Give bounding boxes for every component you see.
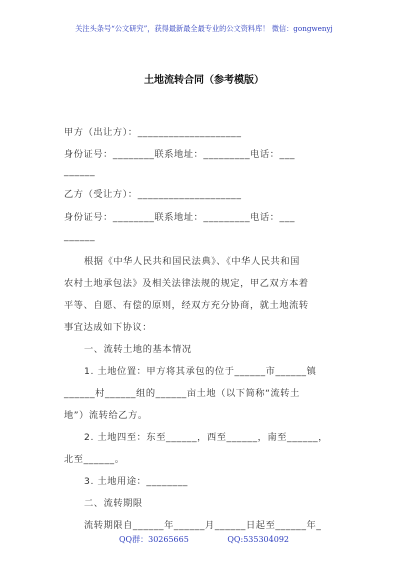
preamble-line-2: 农村土地承包法》及相关法律法规的规定，甲乙双方本着 xyxy=(64,278,309,289)
party-b-contact-line: 身份证号：________联系地址：_________电话：___ xyxy=(64,212,296,223)
clause-1-line-1: 1. 土地位置：甲方将其承包的位于______市______镇 xyxy=(84,366,317,377)
preamble-line-4: 事宜达成如下协议： xyxy=(64,322,153,333)
footer-qq-group: QQ群：30265665 xyxy=(118,535,189,544)
party-a-contact-cont: ______ xyxy=(64,166,96,177)
header-banner: 关注头条号“公文研究”，获得最新最全最专业的公文资料库！ 微信：gongwenyj xyxy=(75,24,333,33)
clause-3-line: 3. 土地用途：________ xyxy=(84,476,188,487)
clause-2-line-2: 北至______。 xyxy=(64,454,125,465)
term-line: 流转期限自______年______月______日起至______年_ xyxy=(84,520,322,531)
preamble-line-1: 根据《中华人民共和国民法典》、《中华人民共和国 xyxy=(84,256,300,267)
party-b-contact-cont: ______ xyxy=(64,231,96,242)
clause-1-line-3: 地”）流转给乙方。 xyxy=(64,410,148,421)
section-1-heading: 一、流转土地的基本情况 xyxy=(84,344,192,355)
party-a-line: 甲方（出让方）：____________________ xyxy=(64,127,242,138)
clause-1-line-2: ______村______组的______亩土地（以下简称“流转土 xyxy=(64,388,300,399)
party-b-line: 乙方（受让方）：____________________ xyxy=(64,189,242,200)
document-title: 土地流转合同（参考模版） xyxy=(144,75,264,86)
section-2-heading: 二、流转期限 xyxy=(84,498,143,509)
footer-qq-contact: QQ:535304092 xyxy=(227,535,289,544)
clause-2-line-1: 2. 土地四至：东至______，西至______，南至______， xyxy=(84,432,328,443)
footer xyxy=(0,534,408,545)
party-a-contact-line: 身份证号：________联系地址：_________电话：___ xyxy=(64,149,296,160)
preamble-line-3: 平等、自愿、有偿的原则，经双方充分协商，就土地流转 xyxy=(64,300,309,311)
